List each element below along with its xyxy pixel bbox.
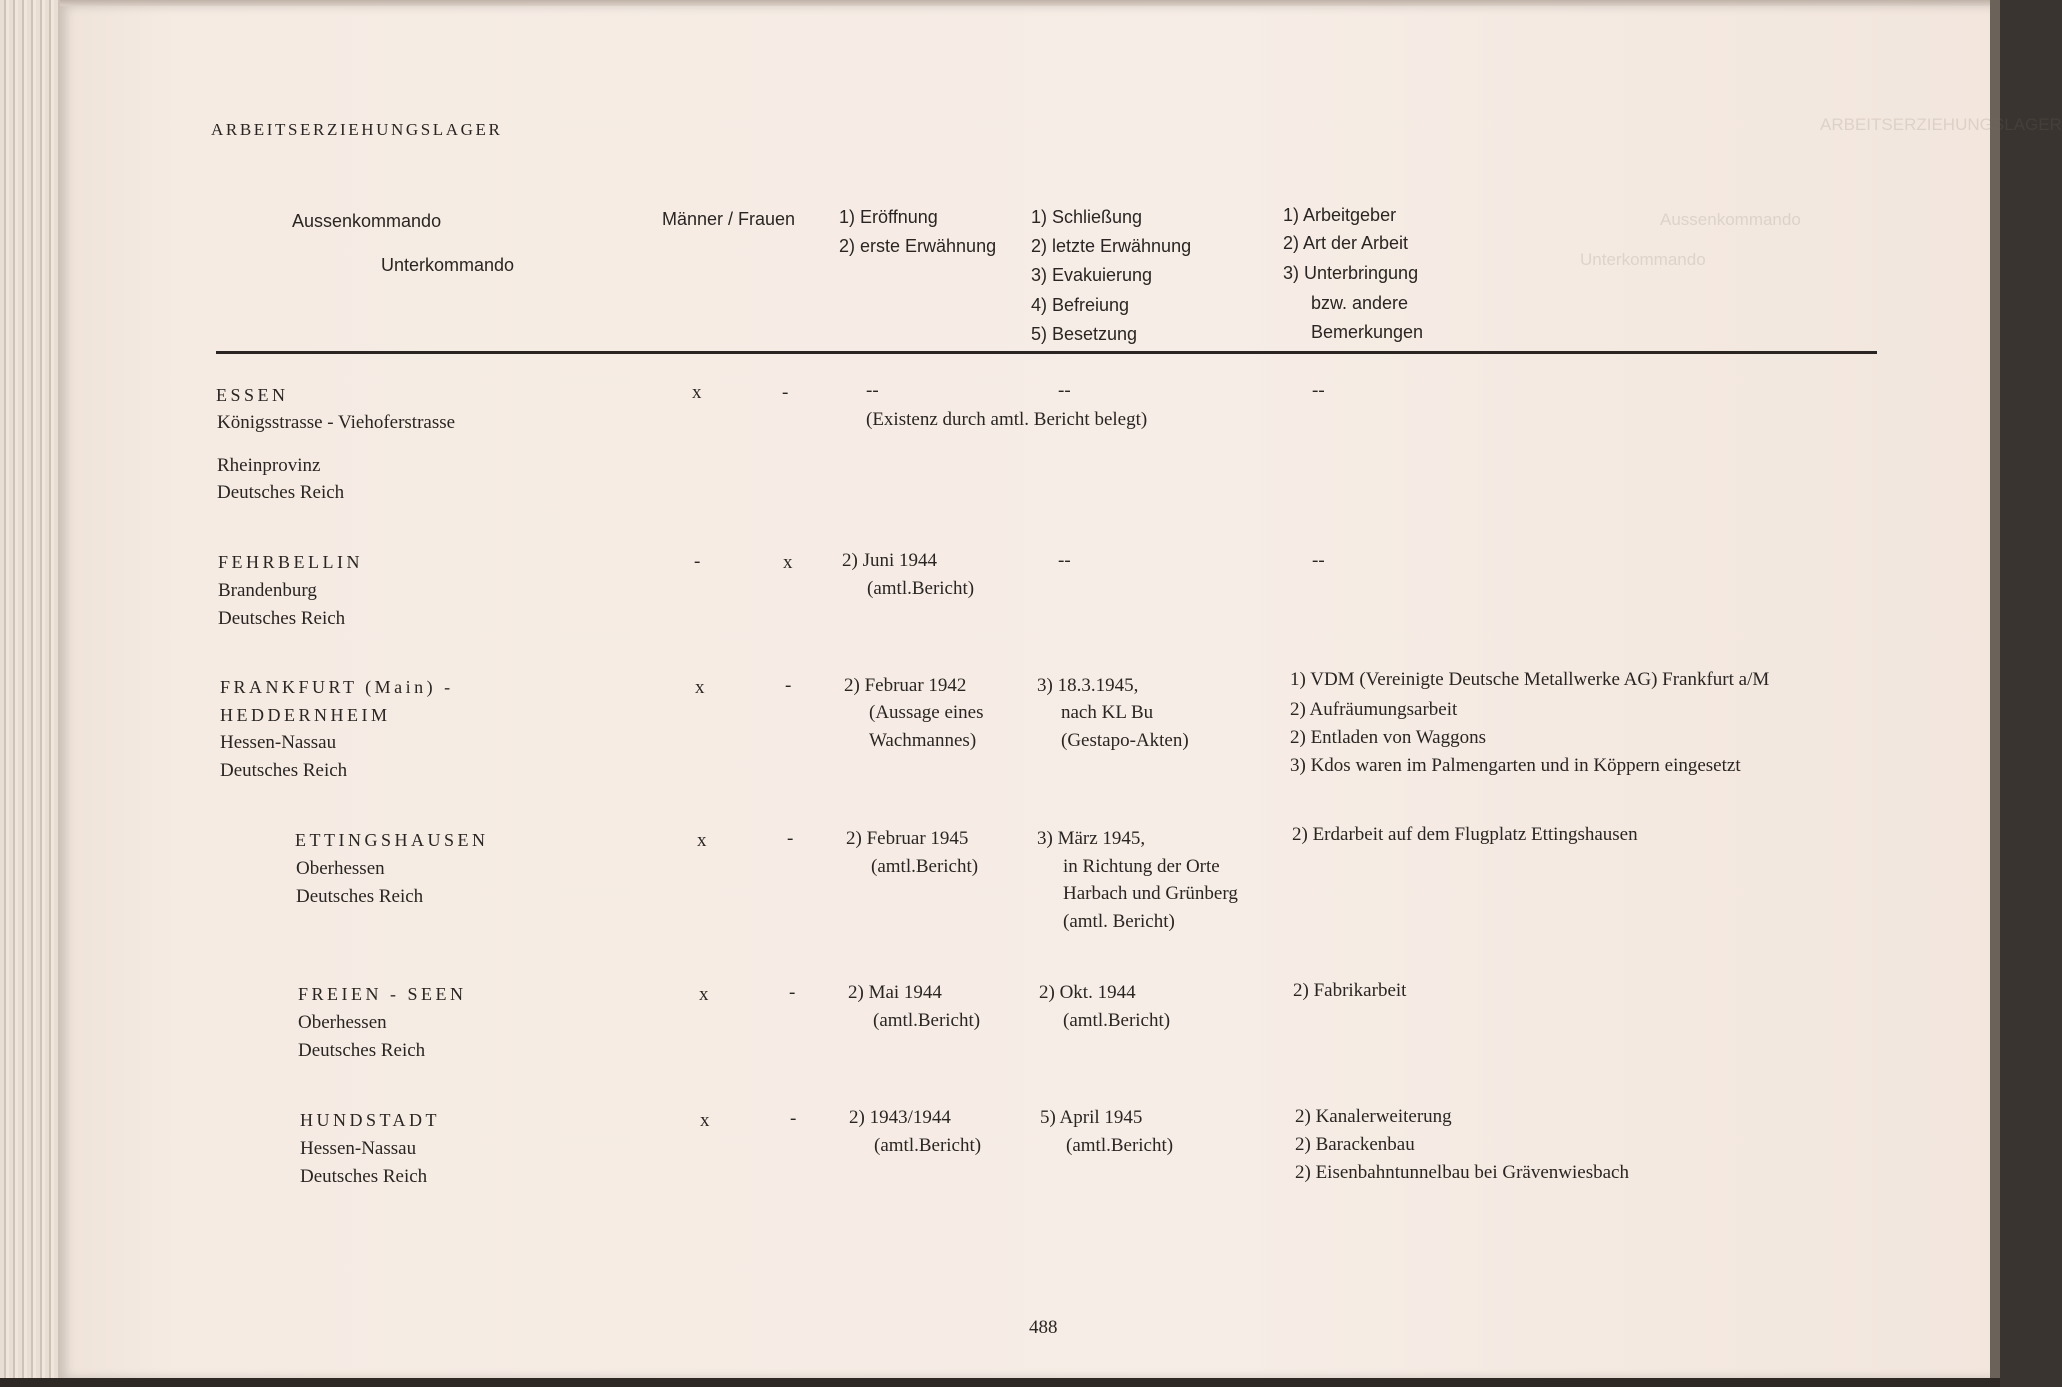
header-remarks-4: bzw. andere xyxy=(1311,293,1409,313)
entry-frauen: - xyxy=(789,982,796,1003)
showthrough-text: ARBEITSERZIEHUNGSLAGER xyxy=(1820,115,2062,134)
entry-remarks: 2) Aufräumungsarbeit xyxy=(1290,699,1458,720)
entry-location: Deutsches Reich xyxy=(220,760,348,781)
entry-remarks: 2) Kanalerweiterung xyxy=(1295,1106,1452,1127)
entry-remarks: -- xyxy=(1312,550,1325,571)
entry-open: (amtl.Bericht) xyxy=(871,856,979,877)
entry-close: -- xyxy=(1058,380,1071,401)
entry-open: (amtl.Bericht) xyxy=(874,1135,982,1156)
entry-close: Harbach und Grünberg xyxy=(1063,883,1238,904)
entry-frauen: - xyxy=(785,675,792,696)
entry-remarks: 2) Barackenbau xyxy=(1295,1134,1415,1155)
entry-remarks: -- xyxy=(1312,380,1325,401)
entry-remarks: 2) Erdarbeit auf dem Flugplatz Ettingshausen xyxy=(1292,824,1638,845)
entry-name-continued: HEDDERNHEIM xyxy=(220,705,391,725)
showthrough-text: Aussenkommando xyxy=(1660,210,1801,229)
entry-location: Hessen-Nassau xyxy=(300,1138,417,1159)
entry-maenner: x xyxy=(695,677,705,698)
entry-maenner: x xyxy=(699,984,709,1005)
entry-close: 2) Okt. 1944 xyxy=(1039,982,1136,1003)
header-close-3: 3) Evakuierung xyxy=(1031,265,1153,285)
header-open-1: 1) Eröffnung xyxy=(839,207,938,227)
header-aussenkommando: Aussenkommando xyxy=(292,211,442,231)
entry-remarks: 2) Eisenbahntunnelbau bei Grävenwiesbach xyxy=(1295,1162,1629,1183)
header-remarks-3: 3) Unterbringung xyxy=(1283,263,1419,283)
entry-open: (amtl.Bericht) xyxy=(867,578,975,599)
entry-close: (amtl. Bericht) xyxy=(1063,911,1175,932)
entry-name: FREIEN - SEEN xyxy=(298,984,467,1004)
entry-name: FEHRBELLIN xyxy=(218,552,363,572)
entry-close: 3) 18.3.1945, xyxy=(1037,675,1139,696)
header-remarks-2: 2) Art der Arbeit xyxy=(1283,233,1409,253)
entry-location: Königsstrasse - Viehoferstrasse xyxy=(217,412,456,433)
header-rule xyxy=(216,351,1877,354)
entry-frauen: - xyxy=(782,382,789,403)
entry-remarks: 2) Fabrikarbeit xyxy=(1293,980,1407,1001)
entry-maenner: x xyxy=(697,830,707,851)
showthrough-text: Unterkommando xyxy=(1580,250,1706,269)
entry-remarks: 3) Kdos waren im Palmengarten und in Köppern eingesetzt xyxy=(1290,755,1741,776)
entry-location: Rheinprovinz xyxy=(217,455,321,476)
header-close-2: 2) letzte Erwähnung xyxy=(1031,236,1192,256)
entry-location: Hessen-Nassau xyxy=(220,732,337,753)
book-bottom-edge xyxy=(0,1378,2000,1387)
entry-open: 2) 1943/1944 xyxy=(849,1107,951,1128)
entry-location: Oberhessen xyxy=(296,858,385,879)
entry-location: Deutsches Reich xyxy=(300,1166,428,1187)
entry-name: ETTINGSHAUSEN xyxy=(295,830,489,850)
entry-location: Deutsches Reich xyxy=(298,1040,426,1061)
entry-close: 3) März 1945, xyxy=(1037,828,1146,849)
entry-close: (amtl.Bericht) xyxy=(1066,1135,1174,1156)
entry-open: 2) Juni 1944 xyxy=(842,550,937,571)
entry-location: Deutsches Reich xyxy=(296,886,424,907)
entry-open: (amtl.Bericht) xyxy=(873,1010,981,1031)
entry-location: Oberhessen xyxy=(298,1012,387,1033)
entry-name: ESSEN xyxy=(216,385,289,405)
header-unterkommando: Unterkommando xyxy=(381,255,515,275)
entry-location: Deutsches Reich xyxy=(218,608,346,629)
entry-location: Brandenburg xyxy=(218,580,317,601)
header-remarks-1: 1) Arbeitgeber xyxy=(1283,205,1397,225)
entry-maenner: x xyxy=(700,1110,710,1131)
book-right-edge xyxy=(1990,0,2000,1387)
entry-open: -- xyxy=(866,380,879,401)
entry-open: 2) Februar 1945 xyxy=(846,828,969,849)
entry-close: 5) April 1945 xyxy=(1040,1107,1143,1128)
entry-close: (amtl.Bericht) xyxy=(1063,1010,1171,1031)
entry-close: in Richtung der Orte xyxy=(1063,856,1220,877)
entry-remarks: 1) VDM (Vereinigte Deutsche Metallwerke AG) Frankfurt a/M xyxy=(1290,669,1770,690)
entry-open: Wachmannes) xyxy=(869,730,977,751)
page-number: 488 xyxy=(1029,1317,1058,1338)
entry-frauen: - xyxy=(790,1108,797,1129)
page-title: ARBEITSERZIEHUNGSLAGER xyxy=(211,120,503,139)
entry-name: HUNDSTADT xyxy=(300,1110,441,1130)
header-maenner-frauen: Männer / Frauen xyxy=(662,209,796,229)
entry-open: 2) Februar 1942 xyxy=(844,675,967,696)
entry-close: (Gestapo-Akten) xyxy=(1061,730,1189,751)
entry-frauen: x xyxy=(783,552,793,573)
header-close-1: 1) Schließung xyxy=(1031,207,1143,227)
entry-close: -- xyxy=(1058,550,1071,571)
entry-maenner: x xyxy=(692,382,702,403)
entry-remarks: 2) Entladen von Waggons xyxy=(1290,727,1487,748)
entry-close: nach KL Bu xyxy=(1061,702,1154,723)
header-close-5: 5) Besetzung xyxy=(1031,324,1138,344)
entry-open: (Aussage eines xyxy=(869,702,984,723)
header-remarks-5: Bemerkungen xyxy=(1311,322,1424,342)
entry-name: FRANKFURT (Main) - xyxy=(220,677,454,697)
entry-maenner: - xyxy=(694,551,701,572)
entry-frauen: - xyxy=(787,828,794,849)
header-open-2: 2) erste Erwähnung xyxy=(839,236,997,256)
entry-open: (Existenz durch amtl. Bericht belegt) xyxy=(866,409,1148,430)
entry-open: 2) Mai 1944 xyxy=(848,982,942,1003)
entry-location: Deutsches Reich xyxy=(217,482,345,503)
header-close-4: 4) Befreiung xyxy=(1031,295,1130,315)
